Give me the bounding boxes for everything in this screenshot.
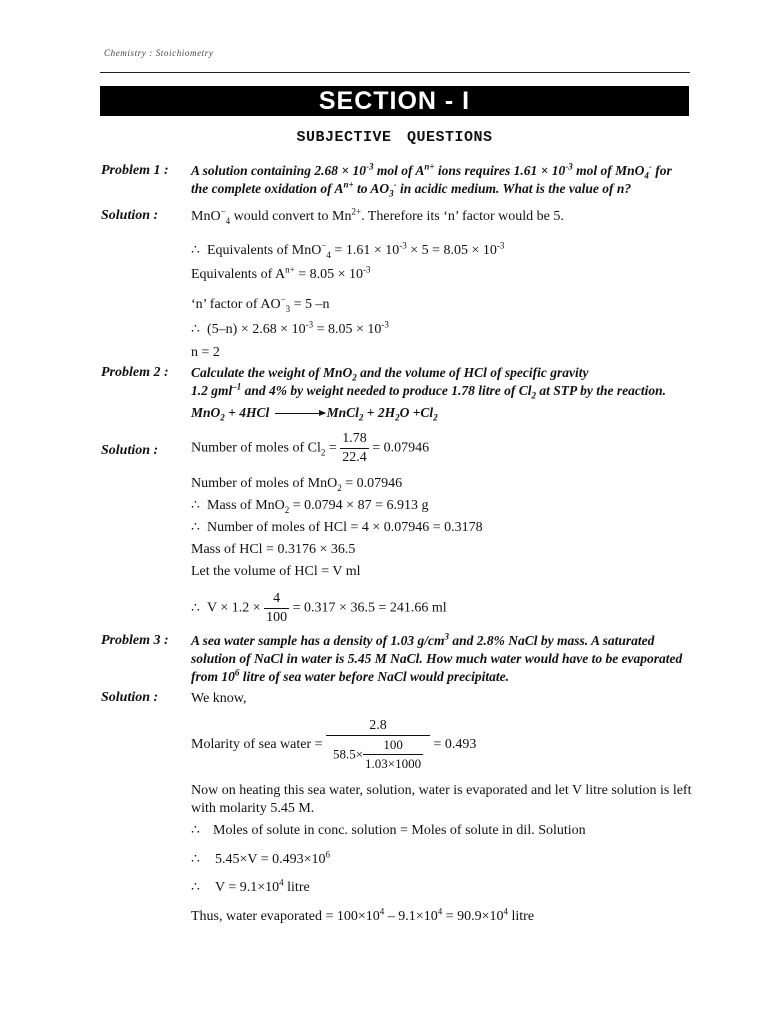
- problem-1-text: A solution containing $2.68 \times 10^{-3}$ mol of $A^{n+}$ ions requires $1.61 \times 10^{-3}$ mol of MnO$_4$- for the complete oxidation of $A^{n+}$ to $AO_3^-$ in acidic medium. What is the value of n?: [191, 161, 672, 199]
- running-header: Chemistry : Stoichiometry: [104, 48, 214, 58]
- solution-3-molarity: Molarity of sea water = 2.8 58.5× $\frac{100}{1.03\times 1000}$ = 0.493: [191, 718, 477, 771]
- section-title: SECTION - I: [100, 86, 689, 116]
- solution-3-line-6: ∴ $5.45\times V = 0.493\times 10^6$: [191, 849, 331, 867]
- solution-2-line-6: Let the volume of HCl = V ml: [191, 564, 361, 579]
- problem-3-label: Problem 3 :: [101, 633, 169, 648]
- solution-3-line-5: ∴ Moles of solute in conc. solution = Moles of solute in dil. Solution: [191, 823, 586, 838]
- solution-2-line-4: ∴ Number of moles of HCl = 4 × 0.07946 = 0.3178: [191, 520, 483, 535]
- solution-3-label: Solution :: [101, 690, 159, 705]
- solution-2-line-2: Number of moles of MnO$_2$ = 0.07946: [191, 476, 403, 493]
- solution-1-line-2: ∴ Equivalents of $MnO^-_4 = 1.61 \times 10^{-3} \times 5 = 8.05 \times 10^{-3}$: [191, 240, 505, 260]
- solution-2-line-5: Mass of HCl = 0.3176 × 36.5: [191, 542, 356, 557]
- problem-3-text: A sea water sample has a density of 1.03 $g/cm^3$ and 2.8% NaCl by mass. A saturated solution of NaCl in water is 5.45 M NaCl. How much water would have to be evaporated from $10^6$ litre of sea water before NaCl would precipitate.: [191, 631, 683, 684]
- subtitle: SUBJECTIVE QUESTIONS: [296, 129, 493, 146]
- solution-3-line-1: We know,: [191, 691, 247, 706]
- solution-1-line-6: n = 2: [191, 345, 220, 360]
- problem-1-label: Problem 1 :: [101, 163, 169, 178]
- solution-1-line-5: ∴ $(5-n) \times 2.68 \times 10^{-3} = 8.05 \times 10^{-3}$: [191, 319, 389, 337]
- fraction: $\frac{1.78}{22.4}$: [342, 431, 367, 465]
- solution-3-line-3: Now on heating this sea water, solution, water is evaporated and let V litre solution is left: [191, 783, 692, 798]
- solution-2-label: Solution :: [101, 443, 159, 458]
- solution-3-line-7: ∴ $V = 9.1\times 10^4$ litre: [191, 877, 310, 895]
- solution-1-line-3: Equivalents of $A^{n+} = 8.05 \times 10^{-3}$: [191, 264, 371, 282]
- fraction: $\frac{4}{100}$: [266, 591, 288, 625]
- solution-1-label: Solution :: [101, 208, 159, 223]
- solution-1-line-4: ‘n’ factor of $AO^-_3 = 5$ –n: [191, 294, 330, 314]
- problem-2-label: Problem 2 :: [101, 365, 169, 380]
- header-rule: [100, 72, 690, 73]
- problem-2-text: Calculate the weight of MnO$_2$ and the volume of HCl of specific gravity 1.2 gml$^{-1}$ and 4% by weight needed to produce 1.78 litre of $Cl_2$ at STP by the reaction. MnO$_2$ + 4HCl MnCl$_2$ + $2H_2O +Cl_2$: [191, 365, 666, 423]
- solution-3-line-4: with molarity 5.45 M.: [191, 801, 315, 816]
- solution-3-line-8: Thus, water evaporated = $100\times 10^4 - 9.1\times 10^4 = 90.9\times 10^4$ litre: [191, 906, 535, 924]
- reaction-arrow: [275, 413, 325, 414]
- fraction: 2.8 58.5× $\frac{100}{1.03\times 1000}$: [326, 717, 430, 773]
- solution-2-line-1: Number of moles of $Cl_2$ = $\frac{1.78}{22.4}$ = 0.07946: [191, 431, 430, 465]
- solution-1-line-1: MnO−$_4$ would convert to $Mn^{2+}$. Therefore its ‘n’ factor would be 5.: [191, 206, 564, 226]
- solution-2-line-3: ∴ Mass of MnO$_2$ = 0.0794 × 87 = 6.913 g: [191, 498, 429, 515]
- solution-2-line-7: ∴ V × 1.2 × $\frac{4}{100}$ = 0.317 × 36.5 = 241.66 ml: [191, 591, 447, 625]
